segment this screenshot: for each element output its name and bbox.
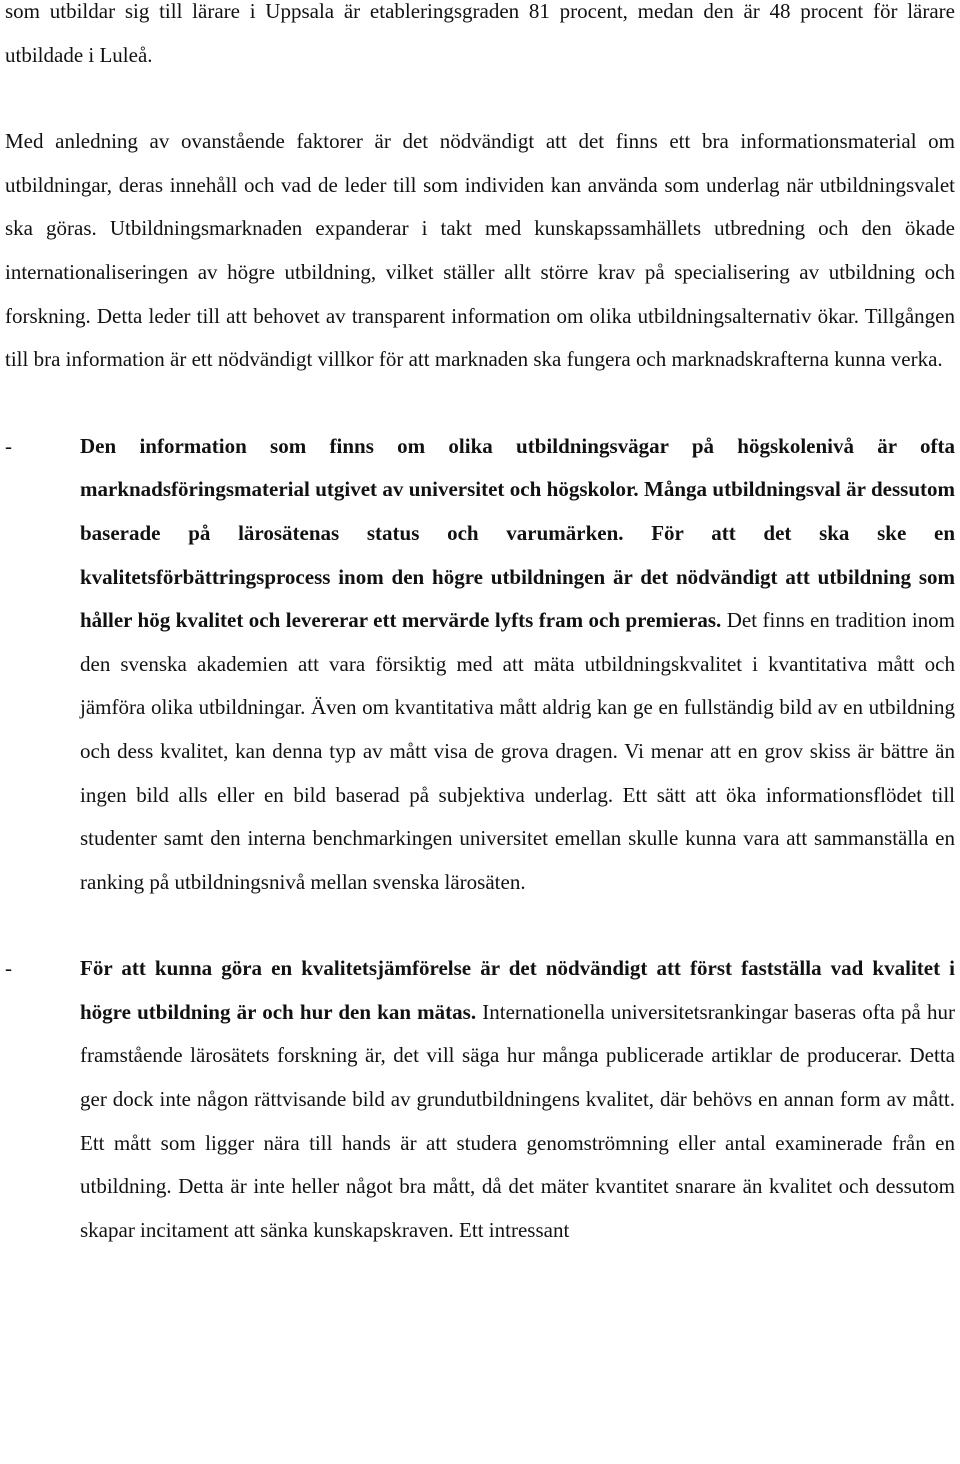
paragraph-spacer xyxy=(5,904,955,947)
paragraph-informationsmaterial: Med anledning av ovanstående faktorer är det nödvändigt att det finns ett bra informationsmaterial om utbildningar, deras innehåll och vad de leder till som individen kan använda som underlag när utbildningsvalet ska göras. Utbildningsmarknaden expanderar i takt med kunskapssamhällets utbredning och den ökade internationaliseringen av högre utbildning, vilket ställer allt större krav på specialisering av utbildning och forskning. Detta leder till att behovet av transparent information om olika utbildningsalternativ ökar. Tillgången till bra information är ett nödvändigt villkor för att marknaden ska fungera och marknadskrafterna kunna verka. xyxy=(5,129,955,372)
paragraph-spacer xyxy=(5,77,955,120)
paragraph-etablering: som utbildar sig till lärare i Uppsala är etableringsgraden 81 procent, medan den är 48 procent för lärare utbildade i Luleå. xyxy=(5,0,955,67)
bullet-dash: - xyxy=(5,956,12,981)
bullet-body-text: Internationella universitetsrankingar baseras ofta på hur framstående lärosätets forskning är, det vill säga hur många publicerade artiklar de producerar. Detta ger dock inte någon rättvisande bild av grundutbildningens kvalitet, där behövs en annan form av mått. Ett mått som ligger nära till hands är att studera genomströmning eller antal examinerade från en utbildning. Detta är inte heller något bra mått, då det mäter kvantitet snarare än kvalitet och dessutom skapar incitament att sänka kunskapskraven. Ett intressant xyxy=(80,999,955,1242)
bullet-body-text: Det finns en tradition inom den svenska akademien att vara försiktig med att mäta utbildningskvalitet i kvantitativa mått och jämföra olika utbildningar. Även om kvantitativa mått aldrig kan ge en fullständig bild av en utbildning och dess kvalitet, kan denna typ av mått visa de grova dragen. Vi menar att en grov skiss är bättre än ingen bild alls eller en bild baserad på subjektiva underlag. Ett sätt att öka informationsflödet till studenter samt den interna benchmarkingen universitet emellan skulle kunna vara att sammanställa en ranking på utbildningsnivå mellan svenska lärosäten. xyxy=(80,608,956,894)
paragraph-spacer xyxy=(5,382,955,425)
bullet-item-kvalitetsjamforelse xyxy=(5,947,955,1252)
bullet-bold-text: Den information som finns om olika utbildningsvägar på högskolenivå är ofta marknadsföringsmaterial utgivet av universitet och högskolor. Många utbildningsval är dessutom baserade på lärosätenas status och varumärken. För att det ska ske en kvalitetsförbättringsprocess inom den högre utbildningen är det nödvändigt att utbildning som håller hög kvalitet och levererar ett mervärde lyfts fram och premieras. xyxy=(80,433,955,633)
document-page xyxy=(5,0,955,1252)
bullet-item-marknadsforing xyxy=(5,425,955,905)
bullet-dash: - xyxy=(5,433,12,458)
bullet-bold-text: För att kunna göra en kvalitetsjämförelse är det nödvändigt att först fastställa vad kvalitet i högre utbildning är och hur den kan mätas. xyxy=(80,956,955,1024)
